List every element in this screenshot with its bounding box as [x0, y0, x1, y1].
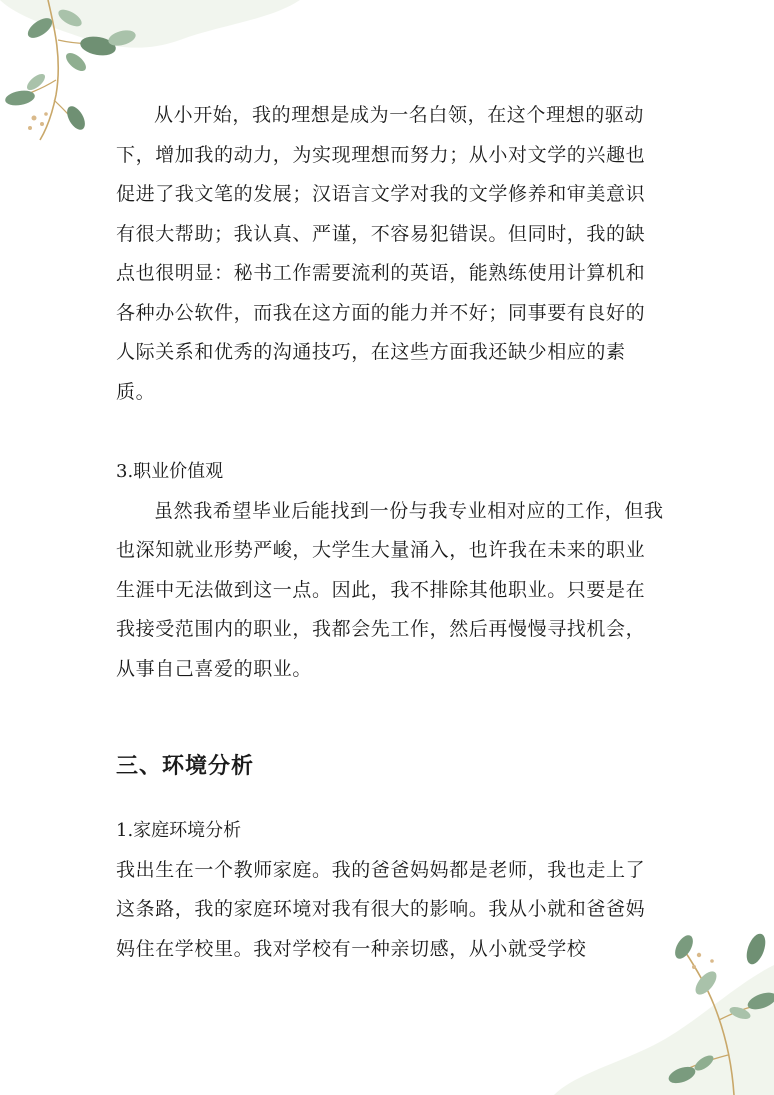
paragraph-career-values: 虽然我希望毕业后能找到一份与我专业相对应的工作，但我也深知就业形势严峻，大学生大量涌入，也许我在未来的职业生涯中无法做到这一点。因此，我不排除其他职业。只要是在我接受范围内的职业，我都会先工作，然后再慢慢寻找机会，从事自己喜爱的职业。 [116, 499, 664, 680]
spacer [116, 787, 664, 811]
document-body [116, 96, 664, 969]
subheading-career-values: 3.职业价值观 [116, 461, 224, 482]
subheading-family-environment: 1.家庭环境分析 [116, 820, 242, 841]
paragraph-family-environment: 我出生在一个教师家庭。我的爸爸妈妈都是老师，我也走上了这条路，我的家庭环境对我有很大的影响。我从小就和爸爸妈妈住在学校里。我对学校有一种亲切感，从小就受学校 [116, 858, 646, 960]
section-heading-environment-analysis: 三、环境分析 [116, 754, 255, 779]
spacer [116, 689, 664, 747]
paragraph-ideal-and-weakness: 从小开始，我的理想是成为一名白领，在这个理想的驱动下，增加我的动力，为实现理想而努力；从小对文学的兴趣也促进了我文笔的发展；汉语言文学对我的文学修养和审美意识有很大帮助；我认真、严谨，不容易犯错误。但同时，我的缺点也很明显：秘书工作需要流利的英语，能熟练使用计算机和各种办公软件，而我在这方面的能力并不好；同事要有良好的人际关系和优秀的沟通技巧，在这些方面我还缺少相应的素质。 [116, 104, 646, 403]
spacer [116, 412, 664, 452]
